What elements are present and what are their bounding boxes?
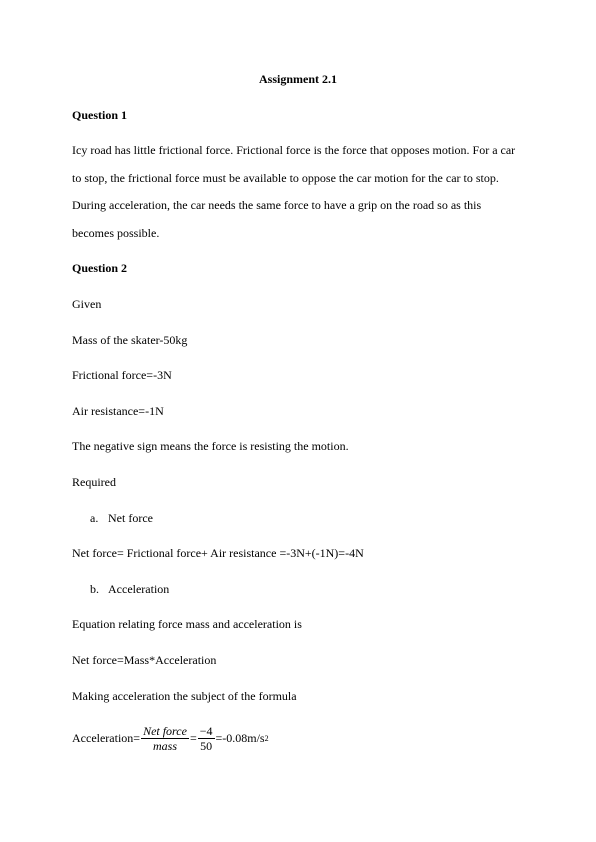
required-label: Required <box>72 475 116 489</box>
question2-heading: Question 2 <box>72 261 128 275</box>
fraction-net-force-over-mass <box>141 724 189 753</box>
list-marker-a: a. <box>90 511 99 525</box>
sign-note: The negative sign means the force is resisting the motion. <box>72 439 349 453</box>
document-title: Assignment 2.1 <box>258 72 337 86</box>
acceleration-prefix: Acceleration= <box>72 730 141 745</box>
subject-line: Making acceleration the subject of the formula <box>72 689 297 703</box>
question1-heading: Question 1 <box>72 108 128 122</box>
fraction-numeric <box>198 724 215 753</box>
force-formula: Net force=Mass*Acceleration <box>72 653 217 667</box>
equation-intro: Equation relating force mass and acceleration is <box>72 617 302 631</box>
mass-value: Mass of the skater-50kg <box>72 333 188 347</box>
list-label-acceleration: Acceleration <box>108 582 170 596</box>
list-item-net-force <box>90 511 153 525</box>
list-marker-b: b. <box>90 582 99 596</box>
acceleration-result: =-0.08m/s <box>215 730 265 745</box>
question1-line-4: becomes possible. <box>72 226 160 240</box>
fraction-denominator: mass <box>152 738 177 753</box>
question1-line-2: to stop, the frictional force must be available to oppose the car motion for the car to stop. <box>72 171 499 185</box>
list-item-acceleration <box>90 582 169 596</box>
fraction-numerator-numeric: −4 <box>199 723 213 738</box>
unit-exponent: 2 <box>264 733 269 743</box>
fraction-numerator: Net force <box>143 723 187 738</box>
given-label: Given <box>72 297 102 311</box>
net-force-equation: Net force= Frictional force+ Air resistance =-3N+(-1N)=-4N <box>72 546 364 560</box>
frictional-force-value: Frictional force=-3N <box>72 368 172 382</box>
question1-line-1: Icy road has little frictional force. Frictional force is the force that opposes motion. For a car <box>72 143 516 157</box>
question1-line-3: During acceleration, the car needs the same force to have a grip on the road so as this <box>72 198 482 212</box>
list-label-net-force: Net force <box>108 511 153 525</box>
acceleration-equation <box>72 722 269 754</box>
air-resistance-value: Air resistance=-1N <box>72 404 164 418</box>
fraction-denominator-numeric: 50 <box>200 738 213 753</box>
equals-sign: = <box>189 730 197 745</box>
